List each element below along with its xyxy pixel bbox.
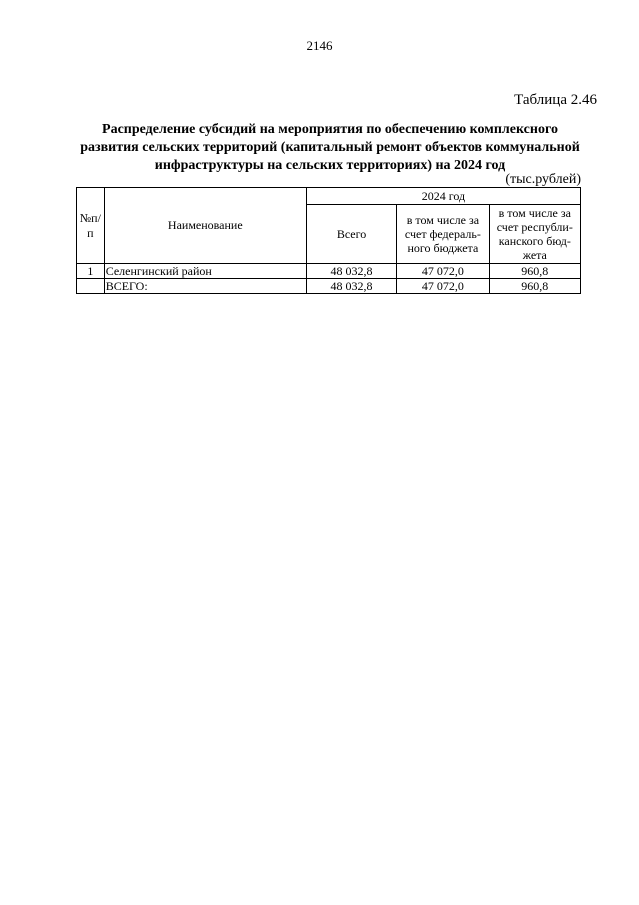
row-total: 48 032,8 xyxy=(306,279,396,294)
row-federal: 47 072,0 xyxy=(397,279,489,294)
row-republic: 960,8 xyxy=(489,264,580,279)
row-number xyxy=(77,279,105,294)
row-total: 48 032,8 xyxy=(306,264,396,279)
table-label: Таблица 2.46 xyxy=(514,92,597,108)
units-label: (тыс.рублей) xyxy=(505,172,581,187)
header-year: 2024 год xyxy=(306,188,580,205)
document-title: Распределение субсидий на мероприятия по обеспечению комплексного развития сельских территорий (капитальный ремонт объектов коммунальной инфраструктуры на сельских территориях) на 2024 год xyxy=(80,122,580,173)
header-name: Наименование xyxy=(104,188,306,264)
subsidies-table xyxy=(76,187,581,294)
header-total: Всего xyxy=(306,205,396,264)
table-row xyxy=(77,264,581,279)
row-number: 1 xyxy=(77,264,105,279)
page-number: 2146 xyxy=(306,38,333,53)
header-number: №п/п xyxy=(77,188,105,264)
header-republic: в том числе за счет республи-канского бюд-жета xyxy=(489,205,580,264)
row-name: Селенгинский район xyxy=(104,264,306,279)
row-federal: 47 072,0 xyxy=(397,264,489,279)
header-federal: в том числе за счет федераль-ного бюджета xyxy=(397,205,489,264)
row-name: ВСЕГО: xyxy=(104,279,306,294)
table-total-row xyxy=(77,279,581,294)
row-republic: 960,8 xyxy=(489,279,580,294)
table-header-row xyxy=(77,188,581,205)
